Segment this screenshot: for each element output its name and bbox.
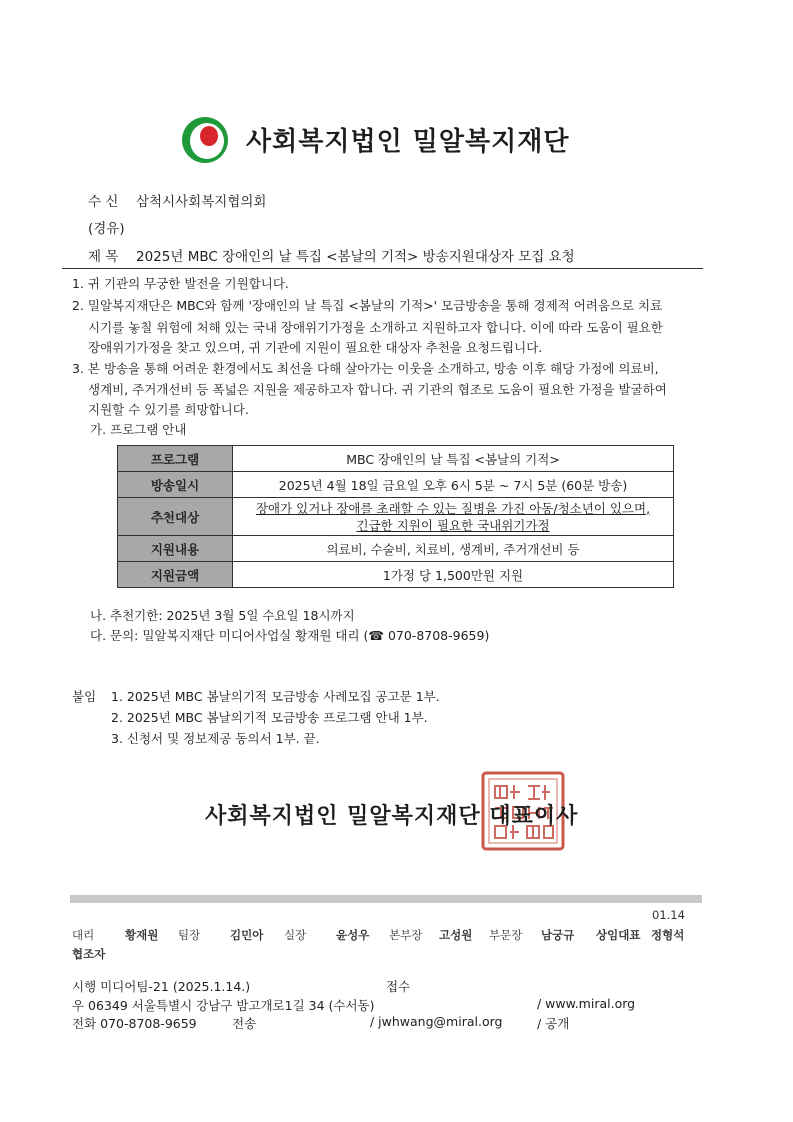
signer-title: 사회복지법인 밀알복지재단 대표이사: [205, 804, 579, 829]
subject-label: 제 목: [88, 249, 119, 265]
table-value-cell: MBC 장애인의 날 특집 <봄날의 기적>: [233, 446, 674, 472]
recipient-label: 수 신: [88, 194, 119, 210]
approval-divider: [70, 895, 702, 903]
approval-role: 본부장: [389, 928, 423, 942]
contact-line: 다. 문의: 밀알복지재단 미디어사업실 황재원 대리 (☎ 070-8708-9659): [90, 628, 490, 643]
table-value-cell: 1가정 당 1,500만원 지원: [233, 562, 674, 588]
body-p2-line2: 시기를 놓칠 위험에 처해 있는 국내 장애위기가정을 소개하고 지원하고자 합니다. 이에 따라 도움이 필요한: [88, 320, 663, 335]
body-p3-line1: 3. 본 방송을 통해 어려운 환경에서도 최선을 다해 살아가는 이웃을 소개하고, 방송 이후 해당 가정에 의료비,: [72, 361, 659, 376]
table-value-cell: 2025년 4월 18일 금요일 오후 6시 5분 ~ 7시 5분 (60분 방송): [233, 472, 674, 498]
table-value-cell: 의료비, 수술비, 치료비, 생계비, 주거개선비 등: [233, 536, 674, 562]
table-header-cell: 지원내용: [118, 536, 233, 562]
table-row: [118, 472, 674, 498]
website: / www.miral.org: [537, 996, 636, 1011]
approval-role: 팀장: [178, 928, 201, 942]
table-row: [118, 498, 674, 536]
exec-number: 시행 미디어팀-21 (2025.1.14.): [72, 979, 251, 994]
section-program-heading: 가. 프로그램 안내: [90, 422, 187, 437]
approval-role: 대리: [72, 928, 95, 942]
approval-role: 부문장: [489, 928, 523, 942]
approval-name: 남궁규: [541, 928, 575, 942]
approval-name: 김민아: [230, 928, 264, 942]
approval-role: 상임대표: [596, 928, 641, 942]
phone: 전화 070-8708-9659: [72, 1016, 197, 1031]
foundation-logo: [180, 115, 230, 165]
table-row: [118, 446, 674, 472]
attachment-item: 2. 2025년 MBC 봄날의기적 모금방송 프로그램 안내 1부.: [111, 710, 428, 725]
approval-name: 정형석: [651, 928, 685, 942]
approval-date: 01.14: [652, 908, 685, 922]
table-header-cell: 지원금액: [118, 562, 233, 588]
body-p2-line3: 장애위기가정을 찾고 있으며, 귀 기관에 지원이 필요한 대상자 추천을 요청드립니다.: [88, 340, 543, 355]
subject-value: 2025년 MBC 장애인의 날 특집 <봄날의 기적> 방송지원대상자 모집 요청: [136, 249, 575, 265]
attachments-label: 붙임: [72, 689, 97, 704]
approval-name: 황재원: [125, 928, 159, 942]
subject-divider: [62, 268, 703, 269]
table-row: [118, 536, 674, 562]
via-label: (경유): [88, 221, 125, 237]
address: 우 06349 서울특별시 강남구 밤고개로1길 34 (수서동): [72, 998, 375, 1013]
attachment-item: 1. 2025년 MBC 봄날의기적 모금방송 사례모집 공고문 1부.: [111, 689, 440, 704]
table-header-cell: 추천대상: [118, 498, 233, 536]
body-p1: 1. 귀 기관의 무궁한 발전을 기원합니다.: [72, 276, 289, 291]
approval-name: 윤성우: [336, 928, 370, 942]
receipt-label: 접수: [386, 979, 411, 994]
approval-name: 고성원: [439, 928, 473, 942]
cooperator-label: 협조자: [72, 947, 106, 961]
recipient-value: 삼척시사회복지협의회: [136, 194, 267, 210]
disclosure: / 공개: [537, 1016, 570, 1031]
table-header-cell: 프로그램: [118, 446, 233, 472]
table-row: [118, 562, 674, 588]
deadline-line: 나. 추천기한: 2025년 3월 5일 수요일 18시까지: [90, 608, 355, 623]
target-line2: 긴급한 지원이 필요한 국내위기가정: [356, 517, 550, 533]
fax-label: 전송: [232, 1016, 257, 1031]
table-header-cell: 방송일시: [118, 472, 233, 498]
body-p3-line3: 지원할 수 있기를 희망합니다.: [88, 402, 249, 417]
approval-role: 실장: [284, 928, 307, 942]
body-p2-line1: 2. 밀알복지재단은 MBC와 함께 '장애인의 날 특집 <봄날의 기적>' 모금방송을 통해 경제적 어려움으로 치료: [72, 298, 663, 313]
org-title: 사회복지법인 밀알복지재단: [246, 127, 570, 157]
program-table: [117, 445, 674, 588]
target-line1: 장애가 있거나 장애를 초래할 수 있는 질병을 가진 아동/청소년이 있으며,: [255, 500, 651, 516]
table-value-cell: [233, 498, 674, 536]
attachment-item: 3. 신청서 및 정보제공 동의서 1부. 끝.: [111, 731, 320, 746]
email: / jwhwang@miral.org: [370, 1014, 503, 1029]
body-p3-line2: 생계비, 주거개선비 등 폭넓은 지원을 제공하고자 합니다. 귀 기관의 협조로 도움이 필요한 가정을 발굴하여: [88, 382, 667, 397]
